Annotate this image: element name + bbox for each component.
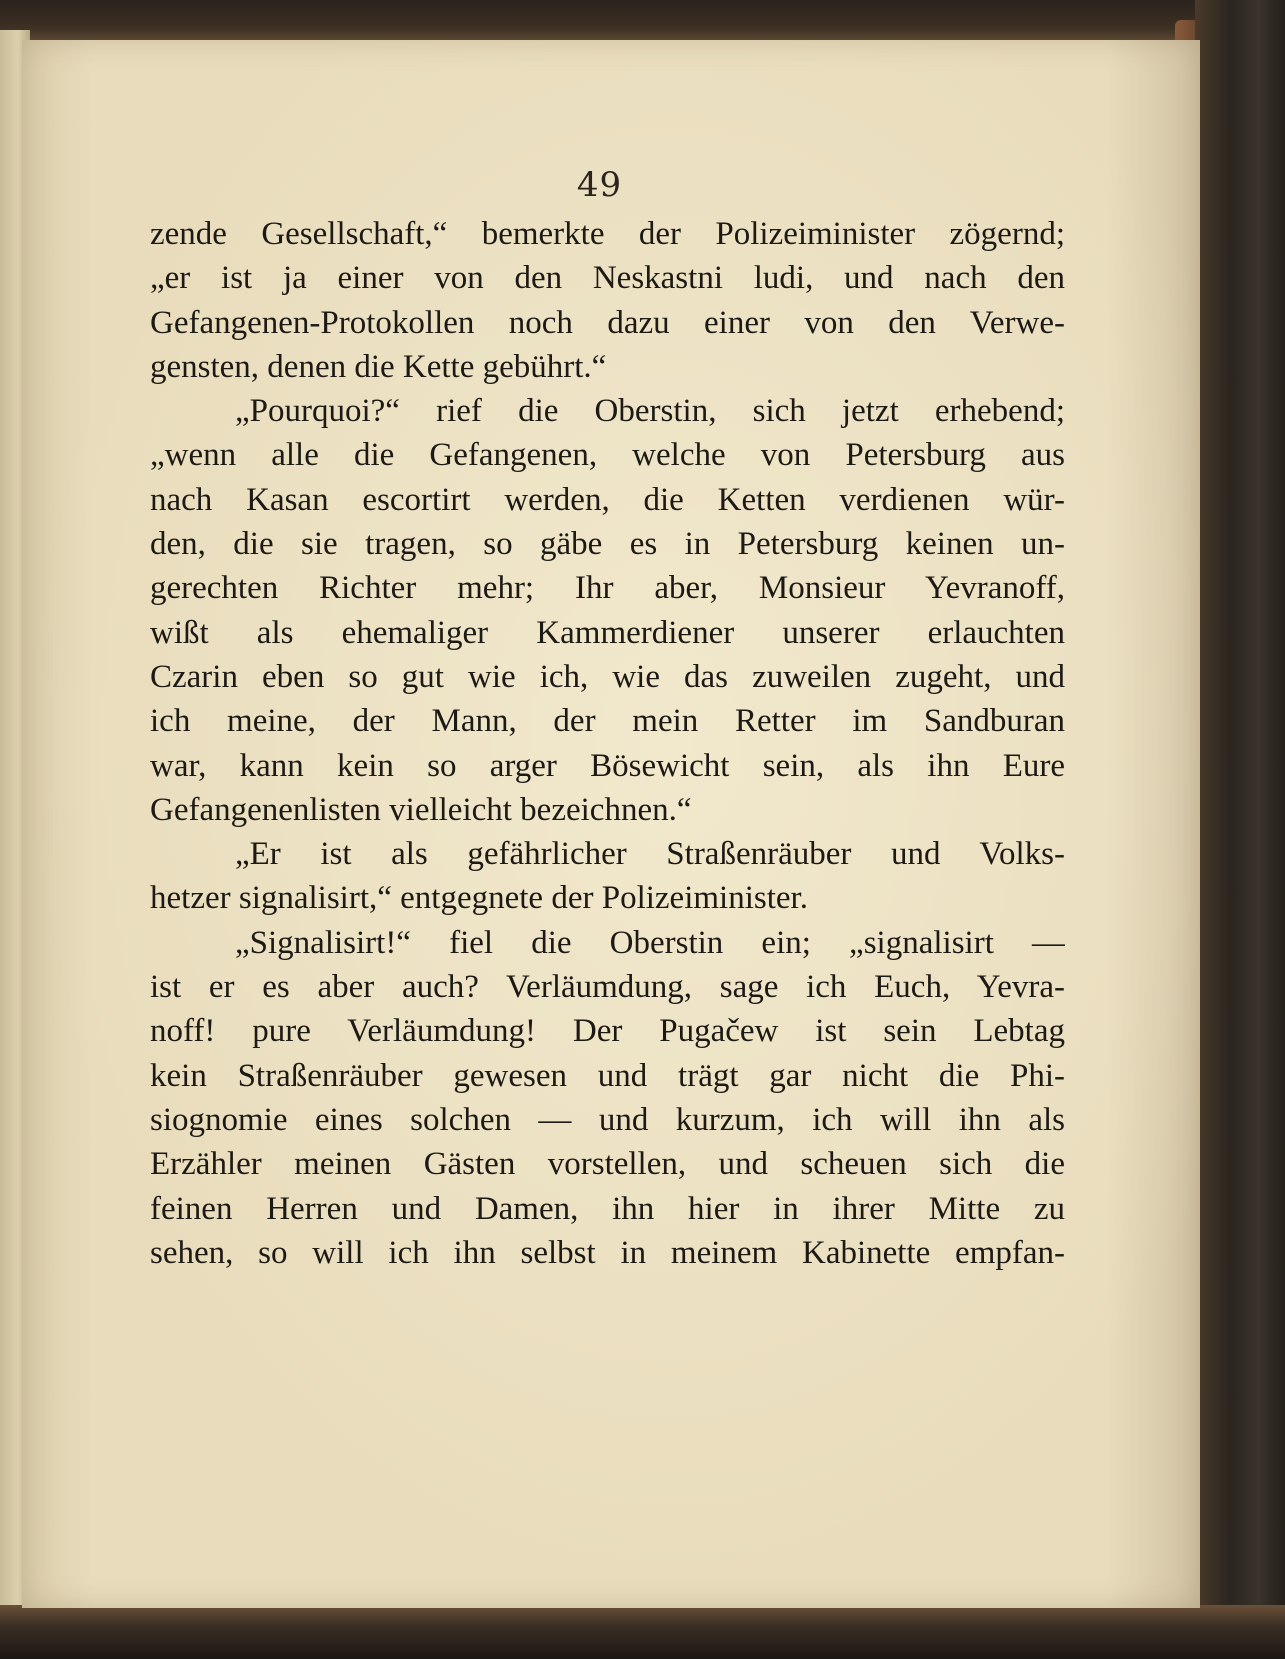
top-binding-edge [0,0,1285,40]
text-line: den, die sie tragen, so gäbe es in Petersburg keinen un- [150,526,1065,563]
text-line: siognomie eines solchen — und kurzum, ich will ihn als [150,1101,1065,1138]
text-line: „Signalisirt!“ fiel die Oberstin ein; „signalisirt — [235,924,1065,961]
page-number: 49 [576,165,623,205]
text-line: noff! pure Verläumdung! Der Pugačew ist sein Lebtag [150,1013,1065,1050]
page-text-block [150,212,1065,1275]
text-line: ich meine, der Mann, der mein Retter im Sandburan [150,703,1065,740]
text-line: „Er ist als gefährlicher Straßenräuber und Volks- [235,836,1065,873]
text-line: sehen, so will ich ihn selbst in meinem Kabinette empfan- [150,1234,1065,1271]
text-line: feinen Herren und Damen, ihn hier in ihrer Mitte zu [150,1190,1065,1227]
text-line: kein Straßenräuber gewesen und trägt gar nicht die Phi- [150,1057,1065,1094]
text-line: gerechten Richter mehr; Ihr aber, Monsieur Yevranoff, [150,570,1065,607]
text-line: ist er es aber auch? Verläumdung, sage ich Euch, Yevra- [150,969,1065,1006]
text-line: Gefangenen-Protokollen noch dazu einer von den Verwe- [150,304,1065,341]
text-line: zende Gesellschaft,“ bemerkte der Polizeiminister zögernd; [150,216,1065,252]
text-line: nach Kasan escortirt werden, die Ketten verdienen wür- [150,481,1065,518]
text-line: Erzähler meinen Gästen vorstellen, und scheuen sich die [150,1146,1065,1183]
text-line: war, kann kein so arger Bösewicht sein, als ihn Eure [150,747,1065,784]
text-line: hetzer signalisirt,“ entgegnete der Polizeiminister. [150,880,808,917]
text-line: „er ist ja einer von den Neskastni ludi, und nach den [150,260,1065,297]
text-line: Czarin eben so gut wie ich, wie das zuweilen zugeht, und [150,658,1065,695]
text-line: „wenn alle die Gefangenen, welche von Petersburg aus [150,437,1065,474]
text-line: Gefangenenlisten vielleicht bezeichnen.“ [150,791,692,828]
book-cover [1195,0,1285,1659]
text-line: „Pourquoi?“ rief die Oberstin, sich jetzt erhebend; [235,393,1065,430]
bottom-binding-edge [0,1605,1285,1659]
text-line: gensten, denen die Kette gebührt.“ [150,348,607,385]
text-line: wißt als ehemaliger Kammerdiener unserer erlauchten [150,614,1065,651]
